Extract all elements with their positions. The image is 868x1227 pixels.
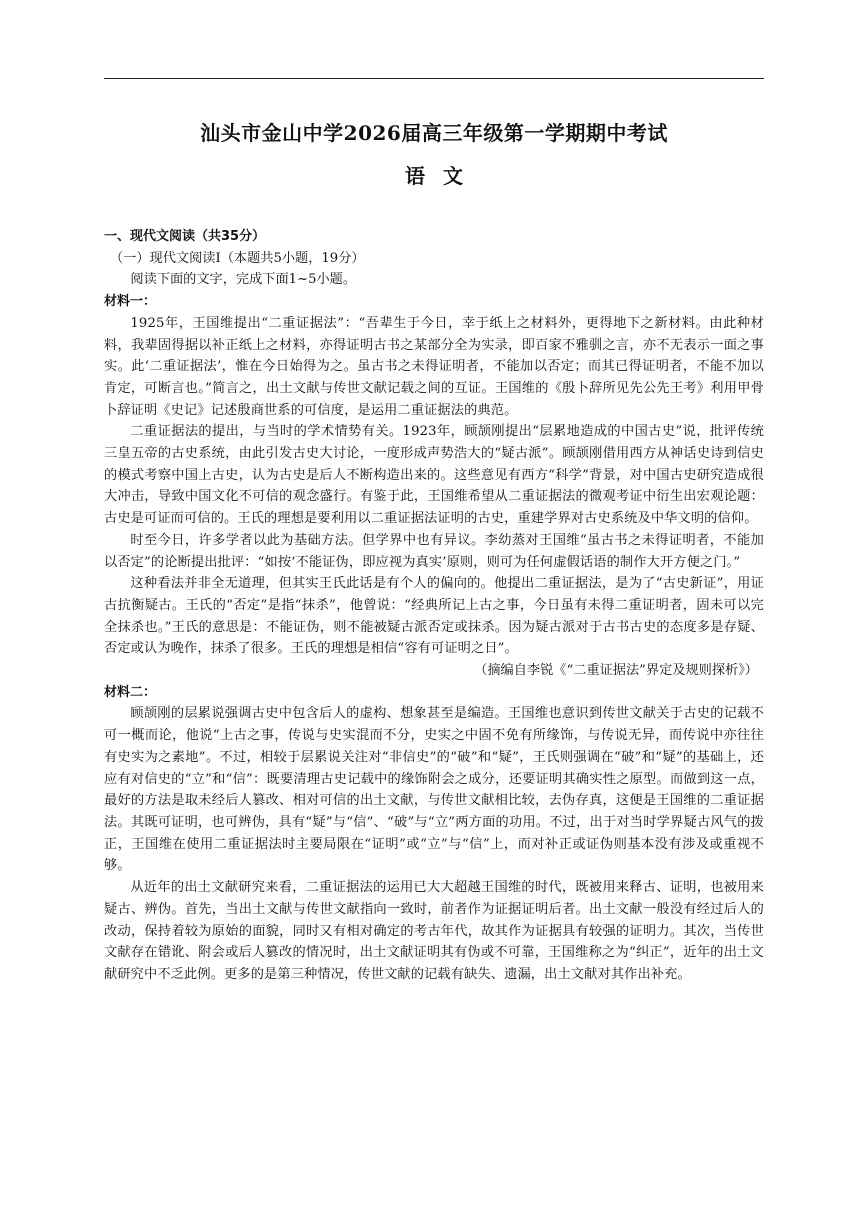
material-one-source: （摘编自李锐《“二重证据法”界定及规则探析》） (474, 663, 758, 679)
material-one-heading: 材料一： (104, 294, 157, 310)
reading-content (104, 226, 764, 986)
subject-title: 语文 (405, 164, 481, 188)
reading-instruction: 阅读下面的文字，完成下面1~5小题。 (130, 272, 357, 288)
material-one-paragraph: 二重证据法的提出，与当时的学术情势有关。1923年，顾颉刚提出“层累地造成的中国古史”说，批评传统三皇五帝的古史系统，由此引发古史大讨论，一度形成声势浩大的“疑古派”。顾颉刚借用西方从神话史诗到信史的模式考察中国上古史，认为古史是后人不断构造出来的。这些意见有西方“科学”背景，对中国古史研究造成很大冲击，导致中国文化不可信的观念盛行。有鉴于此，王国维希望从二重证据法的微观考证中衍生出宏观论题：古史是可证而可信的。王氏的理想是要利用以二重证据法证明的古史，重建学界对古史系统及中华文明的信仰。 (104, 424, 764, 527)
material-two-heading: 材料二： (104, 684, 157, 700)
material-one-paragraph: 这种看法并非全无道理，但其实王氏此话是有个人的偏向的。他提出二重证据法，是为了“古史新证”，用证古抗衡疑古。王氏的“否定”是指“抹杀”，他曾说：“经典所记上古之事，今日虽有未得二重证明者，固未可以完全抹杀也。”王氏的意思是：不能证伪，则不能被疑古派否定或抹杀。因为疑古派对于古书古史的态度多是存疑、否定或认为晚作，抹杀了很多。王氏的理想是相信“容有可证明之日”。 (104, 576, 764, 657)
material-two-paragraph: 从近年的出土文献研究来看，二重证据法的运用已大大超越王国维的时代，既被用来释古、证明，也被用来疑古、辨伪。首先，当出土文献与传世文献指向一致时，前者作为证据证明后者。出土文献一般没有经过后人的改动，保持着较为原始的面貌，同时又有相对确定的考古年代，故其作为证据具有较强的证明力。其次，当传世文献存在错讹、附会或后人篡改的情况时，出土文献证明其有伪或不可靠，王国维称之为“纠正”，近年的出土文献研究中不乏此例。更多的是第三种情况，传世文献的记载有缺失、遗漏，出土文献对其作出补充。 (104, 880, 764, 982)
subsection-heading: （一）现代文阅读Ⅰ（本题共5小题，19分） (110, 250, 365, 266)
exam-title: 汕头市金山中学2026届高三年级第一学期期中考试 (200, 121, 668, 145)
material-one-paragraph: 1925年，王国维提出“二重证据法”：“吾辈生于今日，幸于纸上之材料外，更得地下之新材料。由此种材料，我辈固得据以补正纸上之材料，亦得证明古书之某部分全为实录，即百家不雅驯之言，亦不无表示一面之事实。此‘二重证据法’，惟在今日始得为之。虽古书之未得证明者，不能加以否定；而其已得证明者，不能不加以肯定，可断言也。”简言之，出土文献与传世文献记载之间的互证。王国维的《殷卜辞所见先公先王考》利用甲骨卜辞证明《史记》记述殷商世系的可信度，是运用二重证据法的典范。 (104, 315, 764, 418)
section-heading: 一、现代文阅读（共35分） (104, 229, 266, 244)
material-one-paragraph: 时至今日，许多学者以此为基础方法。但学界中也有异议。李幼蒸对王国维“虽古书之未得证明者，不能加以否定”的论断提出批评：“如按‘不能证伪，即应视为真实’原则，则可为任何虚假话语的制作大开方便之门。” (104, 532, 764, 570)
material-two-paragraph: 顾颉刚的层累说强调古史中包含后人的虚构、想象甚至是编造。王国维也意识到传世文献关于古史的记载不可一概而论，他说“上古之事，传说与史实混而不分，史实之中固不免有所缘饰，与传说无异，而传说中亦往往有史实为之素地”。不过，相较于层累说关注对“非信史”的“破”和“疑”，王氏则强调在“破”和“疑”的基础上，还应有对信史的“立”和“信”：既要清理古史记载中的缘饰附会之成分，还要证明其确实性之原型。而做到这一点，最好的方法是取未经后人篡改、相对可信的出土文献，与传世文献相比较，去伪存真，这便是王国维的二重证据法。其既可证明，也可辨伪，具有“疑”与“信”、“破”与“立”两方面的功用。不过，出于对当时学界疑古风气的拨正，王国维在使用二重证据法时主要局限在“证明”或“立”与“信”上，而对补正或证伪则基本没有涉及或重视不够。 (104, 706, 764, 874)
header-rule (104, 78, 764, 79)
